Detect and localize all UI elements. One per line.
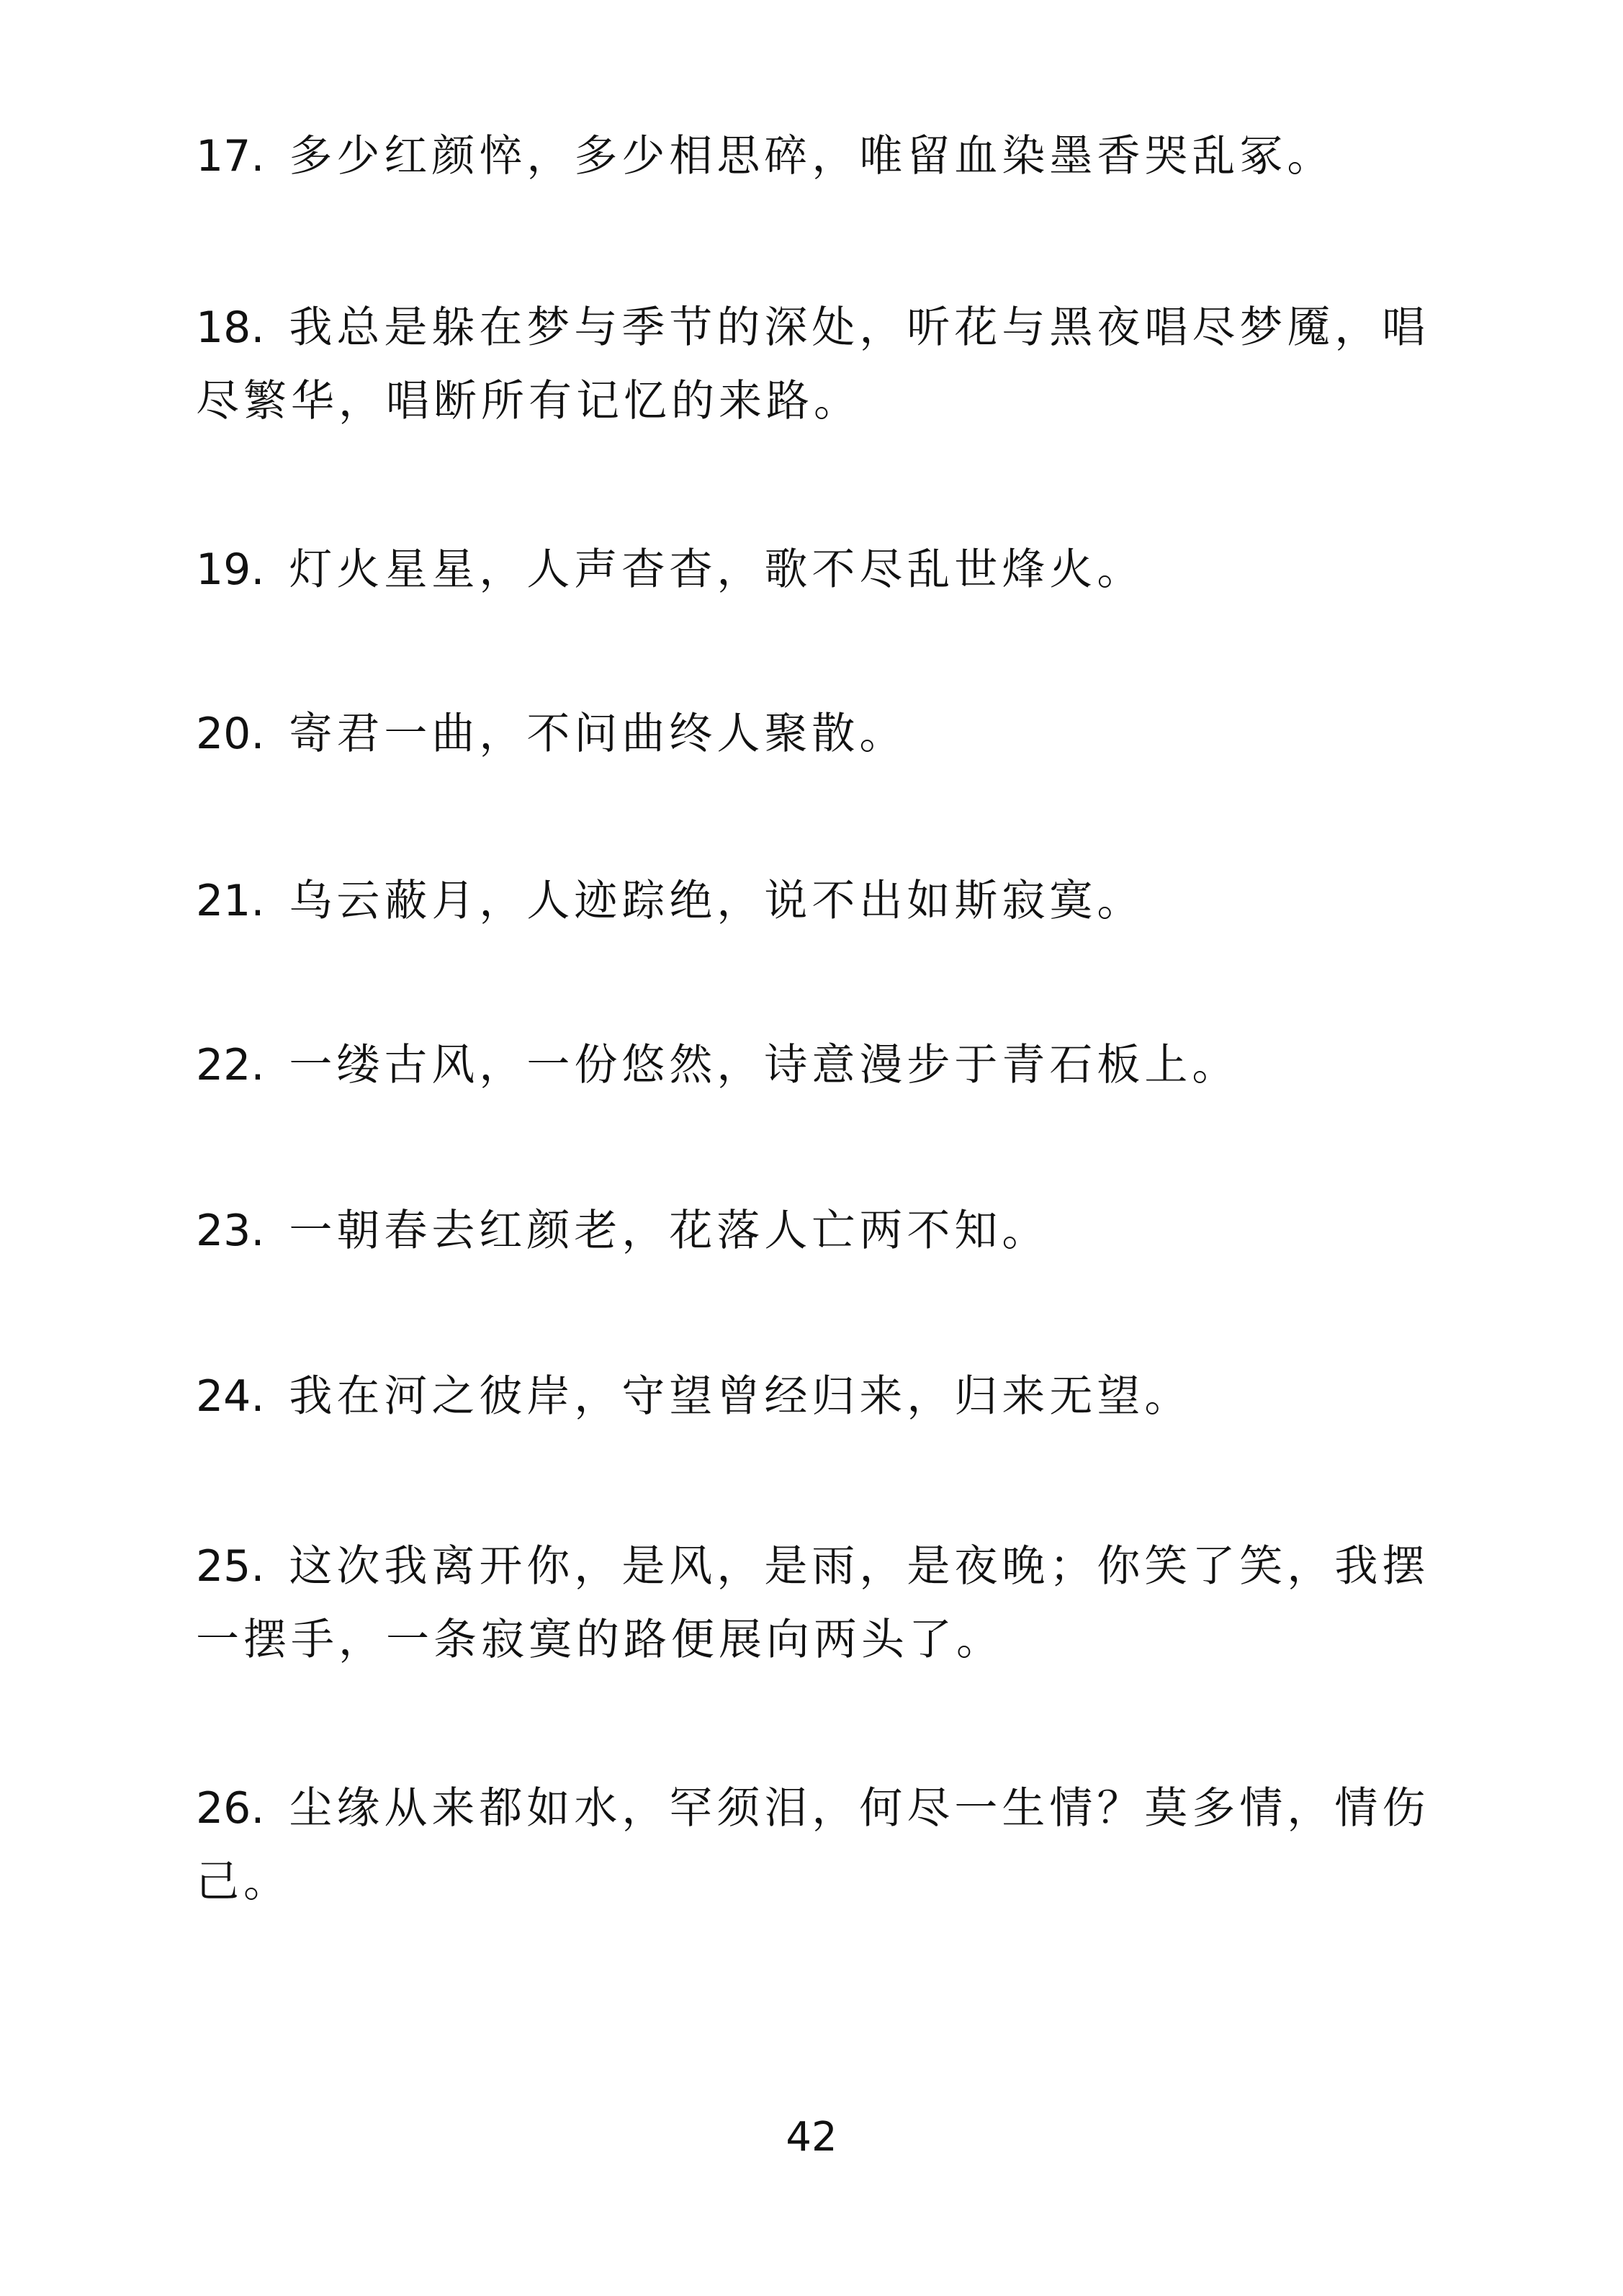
- page-number: 42: [786, 2114, 837, 2161]
- item-number: 19.: [196, 544, 265, 595]
- item-text: 我在河之彼岸，守望曾经归来，归来无望。: [289, 1371, 1192, 1422]
- list-item: [196, 1360, 1463, 1433]
- item-number: 18.: [196, 302, 265, 353]
- list-item: [196, 1530, 1463, 1677]
- item-text: 我总是躲在梦与季节的深处，听花与黑夜唱尽梦魇，唱尽繁华，唱断所有记忆的来路。: [196, 302, 1430, 426]
- list-item: [196, 120, 1463, 193]
- list-item: [196, 533, 1463, 606]
- item-number: 24.: [196, 1371, 265, 1422]
- list-item: [196, 291, 1463, 438]
- list-item: [196, 697, 1463, 771]
- list-item: [196, 864, 1463, 938]
- item-number: 22.: [196, 1040, 265, 1090]
- item-text: 一朝春去红颜老，花落人亡两不知。: [289, 1206, 1050, 1256]
- list-item: [196, 1772, 1463, 1919]
- item-text: 乌云蔽月，人迹踪绝，说不出如斯寂寞。: [289, 876, 1145, 926]
- item-text: 寄君一曲，不问曲终人聚散。: [289, 709, 907, 759]
- item-number: 17.: [196, 131, 265, 181]
- item-number: 20.: [196, 709, 265, 759]
- item-number: 25.: [196, 1541, 265, 1592]
- item-number: 26.: [196, 1783, 265, 1834]
- item-text: 这次我离开你，是风，是雨，是夜晚；你笑了笑，我摆一摆手，一条寂寞的路便展向两头了。: [196, 1541, 1430, 1665]
- item-text: 一缕古风，一份悠然，诗意漫步于青石板上。: [289, 1040, 1240, 1090]
- list-item: [196, 1028, 1463, 1102]
- item-text: 多少红颜悴，多少相思碎，唯留血染墨香哭乱冢。: [289, 131, 1335, 181]
- item-text: 尘缘从来都如水，罕须泪，何尽一生情？莫多情，情伤己。: [196, 1783, 1430, 1907]
- item-text: 灯火星星，人声杳杳，歌不尽乱世烽火。: [289, 544, 1145, 595]
- list-item: [196, 1194, 1463, 1268]
- item-number: 21.: [196, 876, 265, 926]
- item-number: 23.: [196, 1206, 265, 1256]
